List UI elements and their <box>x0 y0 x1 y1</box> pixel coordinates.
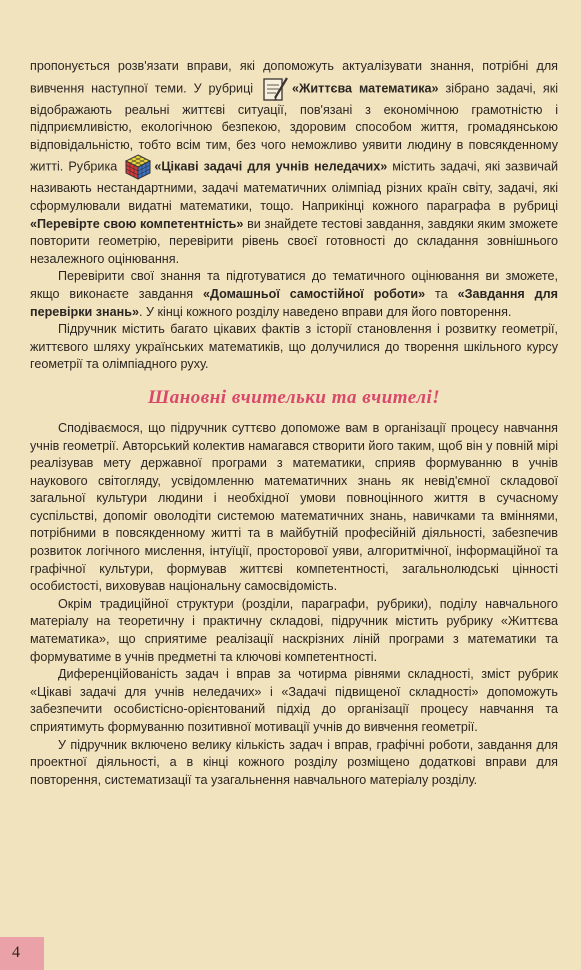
text: пропонується розв'язати вправи, які допоможуть актуалізувати знання, потрібні для вивчення наступної теми. У рубриці <box>30 59 558 95</box>
text: Перевірити свої знання та підготуватися до тематичного оцінювання ви зможете, якщо виконаєте завдання <box>30 269 558 301</box>
rubric-homework: «Домашньої самостійної роботи» <box>202 286 426 301</box>
rubric-life-math: «Життєва математика» <box>292 80 439 95</box>
page-body <box>30 58 558 789</box>
text: містить задачі, які зазвичай називають нестандартними, задачі математичних олімпіад різних країн світу, задачі, які сформулювали видатні математики, тощо. Наприкінці кожного параграфа в рубриці <box>30 159 559 213</box>
rubric-competence: «Перевірте свою компетентність» <box>30 216 244 231</box>
notebook-pencil-icon <box>262 76 290 102</box>
text: зібрано задачі, які відображають реальні життєві ситуації, пов'язані з економічною грамотністю і підприємливістю, екологічною безпекою, здоровим способом життя, громадянською відповідальністю, тобто всім тим, без чого неможливо уявити людину в повсякденному житті. Рубрика <box>30 80 558 174</box>
page-number: 4 <box>12 944 20 961</box>
page-number-tab <box>0 937 44 970</box>
rubiks-cube-icon <box>124 154 152 180</box>
text: та <box>425 286 458 301</box>
rubric-knowledge-check: «Завдання для перевірки знань» <box>30 286 558 319</box>
text: ви знайдете тестові завдання, завдяки яким зможете повторити геометрію, перевірити рівень своєї готовності до складання зовнішнього незалежного оцінювання. <box>30 216 558 266</box>
rubric-puzzles: «Цікаві задачі для учнів неледачих» <box>154 159 388 174</box>
paragraph-teachers-3: Диференційованість задач і вправ за чотирма рівнями складності, зміст рубрик «Цікаві задачі для учнів неледачих» і «Задачі підвищеної складності» допоможуть забезпечити особистісно-орієнтований підхід до організації процесу навчання та сприятимуть формуванню позитивної мотивації учнів до вивчення геометрії. <box>30 667 558 734</box>
paragraph-teachers-4: У підручник включено велику кількість задач і вправ, графічні роботи, завдання для проектної діяльності, а в кінці кожного розділу розміщено додаткові вправи для повторення, систематизації та узагальнення навчального матеріалу розділу. <box>30 737 558 787</box>
paragraph-rubrics <box>30 58 558 268</box>
teachers-heading: Шановні вчительки та вчителі! <box>147 386 441 408</box>
text: . У кінці кожного розділу наведено вправи для його повторення. <box>139 304 512 319</box>
paragraph-teachers-2: Окрім традиційної структури (розділи, параграфи, рубрики), поділу навчального матеріалу на теоретичну і практичну складові, підручник містить рубрику «Життєва математика», що сприятиме реалізації наскрізних ліній програми з математики та формуватиме в учнів предметні та ключові компетентності. <box>30 596 558 664</box>
paragraph-teachers-1: Сподіваємося, що підручник суттєво допоможе вам в організації процесу навчання учнів геометрії. Авторський колектив намагався створити його таким, щоб він у повній мірі реалізував мету державної програми з математики, сприяв формуванню в учнів наукового світогляду, усвідомленню математичних знань як невід'ємної складової загальної культури людини і необхідної умови повноцінного життя в сучасному суспільстві, допоміг оволодіти системою математичних знань, навичками та вміннями, потрібними в повсякденному житті та в майбутній професійній діяльності, забезпечив розвиток логічного мислення, інтуїції, просторової уяви, алгоритмічної, інформаційної та графічної культури, формував життєві компетентності, загальнолюдські цінності особистості, виховував національну самосвідомість. <box>30 420 558 594</box>
paragraph-history: Підручник містить багато цікавих фактів з історії становлення і розвитку геометрії, життєвого шляху українських математиків, що долучилися до творення шкільного курсу геометрії та олімпіадного руху. <box>30 322 558 372</box>
paragraph-assessment <box>30 268 558 321</box>
